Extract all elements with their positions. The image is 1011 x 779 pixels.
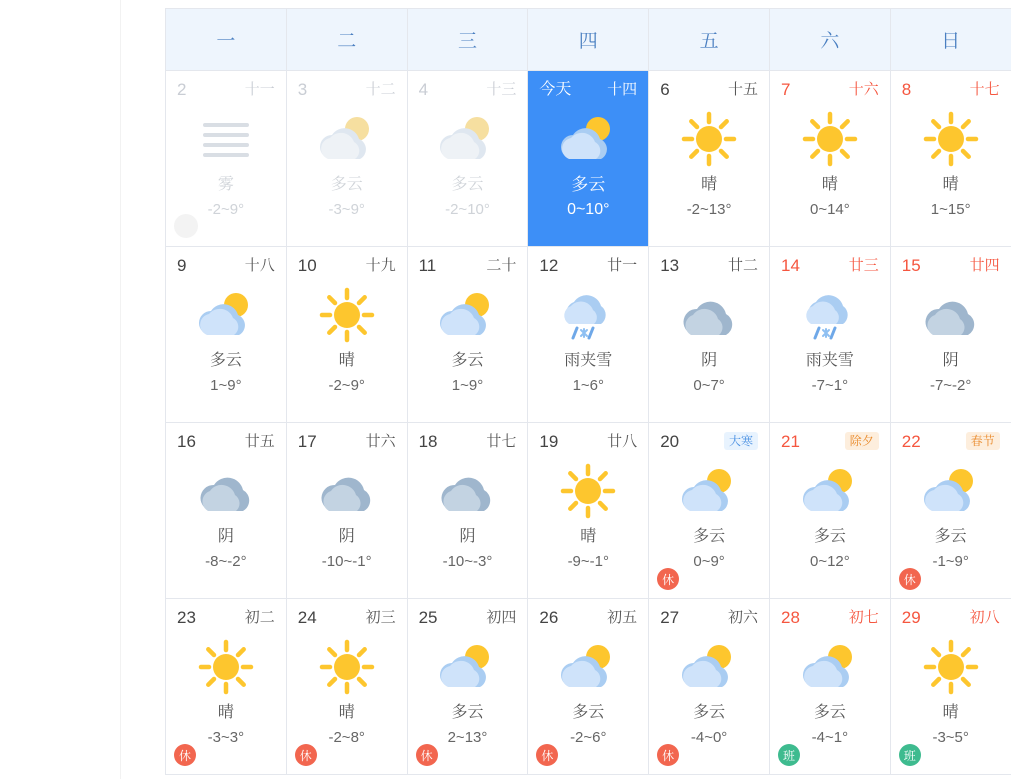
day-header (770, 256, 890, 278)
weather-description: 晴 (580, 528, 597, 545)
weekday-header-row (166, 9, 1011, 71)
day-lunar-label: 初六 (727, 609, 758, 626)
day-header (528, 80, 648, 102)
day-lunar-label: 廿五 (244, 433, 275, 450)
weather-description: 多云 (572, 704, 605, 721)
restday-badge: 休 (295, 744, 317, 766)
temperature-range: -7~1° (811, 377, 849, 394)
partly-cloudy-icon (528, 636, 648, 698)
temperature-range: -4~0° (690, 729, 728, 746)
day-festival-tag: 除夕 (845, 432, 879, 450)
day-header (166, 432, 286, 454)
calendar-day-cell[interactable] (891, 599, 1011, 775)
day-header (408, 256, 528, 278)
temperature-range: 0~10° (567, 201, 610, 218)
day-number: 18 (418, 432, 438, 451)
weather-description: 晴 (338, 352, 355, 369)
sunny-icon (891, 636, 1011, 698)
overcast-icon (166, 460, 286, 522)
weather-description: 晴 (338, 704, 355, 721)
partly-cloudy-icon (528, 108, 648, 170)
day-header (891, 80, 1011, 102)
day-number: 7 (780, 80, 791, 99)
calendar-day-cell[interactable] (770, 247, 891, 423)
weather-description: 雨夹雪 (564, 352, 613, 369)
day-number: 28 (780, 608, 800, 627)
partly-cloudy-icon (287, 108, 407, 170)
calendar-day-cell[interactable] (649, 599, 770, 775)
workday-badge: 班 (778, 744, 800, 766)
calendar-day-cell[interactable] (770, 71, 891, 247)
calendar-day-cell[interactable] (287, 247, 408, 423)
weather-description: 多云 (934, 528, 967, 545)
weather-description: 多云 (330, 176, 363, 193)
day-header (287, 432, 407, 454)
restday-badge: 休 (657, 744, 679, 766)
weather-description: 多云 (571, 175, 606, 194)
temperature-range: 0~7° (693, 377, 725, 394)
day-festival-tag: 春节 (966, 432, 1000, 450)
temperature-range: -2~10° (445, 201, 490, 218)
day-number: 3 (297, 80, 308, 99)
weather-description: 多云 (451, 704, 484, 721)
restday-badge: 休 (174, 744, 196, 766)
weekday-header-7: 日 (891, 9, 1011, 71)
day-number: 29 (901, 608, 921, 627)
temperature-range: -3~3° (207, 729, 245, 746)
weather-description: 雾 (217, 176, 234, 193)
day-number: 10 (297, 256, 317, 275)
temperature-range: 1~6° (572, 377, 605, 394)
calendar-day-cell[interactable] (891, 71, 1011, 247)
calendar-day-cell[interactable] (287, 423, 408, 599)
temperature-range: -10~-3° (442, 553, 493, 570)
sunny-icon (287, 284, 407, 346)
temperature-range: -10~-1° (321, 553, 372, 570)
sunny-icon (770, 108, 890, 170)
weekday-header-3: 三 (408, 9, 529, 71)
day-header (891, 432, 1011, 454)
day-lunar-label: 十八 (244, 257, 275, 274)
overcast-icon (891, 284, 1011, 346)
day-header (528, 256, 648, 278)
temperature-range: -2~6° (570, 729, 607, 746)
weather-description: 多云 (813, 704, 846, 721)
day-number: 24 (297, 608, 317, 627)
calendar-day-cell[interactable] (770, 599, 891, 775)
temperature-range: 1~9° (210, 377, 242, 394)
partly-cloudy-icon (408, 284, 528, 346)
day-lunar-label: 廿八 (607, 433, 638, 450)
partly-cloudy-icon (408, 108, 528, 170)
day-festival-tag: 大寒 (724, 432, 758, 450)
weather-description: 多云 (451, 352, 484, 369)
temperature-range: -8~-2° (205, 553, 247, 570)
partly-cloudy-icon (770, 460, 890, 522)
day-header (408, 608, 528, 630)
weather-description: 阴 (338, 528, 355, 545)
day-header (528, 608, 648, 630)
day-number: 6 (660, 80, 670, 99)
calendar-day-cell[interactable] (287, 599, 408, 775)
day-header (287, 608, 407, 630)
weather-description: 晴 (942, 704, 959, 721)
day-header (287, 80, 407, 102)
day-header (528, 432, 648, 454)
fog-icon (166, 108, 286, 170)
temperature-range: 0~9° (693, 553, 725, 570)
day-number: 4 (418, 80, 429, 99)
day-lunar-label: 十五 (727, 81, 758, 98)
weather-description: 多云 (451, 176, 484, 193)
day-header (166, 80, 286, 102)
weather-description: 晴 (942, 176, 959, 193)
calendar-day-cell[interactable] (287, 71, 408, 247)
calendar-day-cell[interactable] (528, 423, 649, 599)
page-left-divider (120, 0, 121, 779)
temperature-range: 1~9° (451, 377, 484, 394)
calendar-day-cell[interactable] (166, 71, 287, 247)
sleet-icon (528, 284, 648, 346)
day-number: 2 (177, 80, 187, 99)
calendar-day-cell[interactable] (408, 247, 529, 423)
day-number: 今天 (539, 81, 572, 98)
weekday-header-1: 一 (166, 9, 287, 71)
day-header (408, 80, 528, 102)
day-lunar-label: 初四 (486, 609, 517, 626)
day-lunar-label: 初三 (365, 609, 396, 626)
day-lunar-label: 十六 (848, 81, 879, 98)
day-header (166, 608, 286, 630)
day-header (408, 432, 528, 454)
day-number: 27 (660, 608, 680, 627)
calendar-day-cell[interactable] (166, 423, 287, 599)
calendar-day-cell[interactable] (408, 423, 529, 599)
day-header (770, 608, 890, 630)
day-header (770, 80, 890, 102)
day-number: 13 (660, 256, 680, 275)
day-header (166, 256, 286, 278)
restday-badge: 休 (416, 744, 438, 766)
day-header (649, 80, 769, 102)
temperature-range: -2~8° (328, 729, 365, 746)
weather-description: 晴 (821, 176, 838, 193)
day-lunar-label: 初五 (607, 609, 638, 626)
temperature-range: -2~9° (328, 377, 365, 394)
weather-description: 阴 (942, 352, 959, 369)
temperature-range: -4~1° (811, 729, 849, 746)
day-header (649, 432, 769, 454)
temperature-range: -1~9° (932, 553, 969, 570)
weather-description: 阴 (217, 528, 234, 545)
day-header (891, 608, 1011, 630)
sunny-icon (649, 108, 769, 170)
restday-badge: 休 (899, 568, 921, 590)
day-number: 20 (660, 432, 680, 451)
day-number: 16 (177, 432, 196, 451)
partly-cloudy-icon (408, 636, 528, 698)
sunny-icon (287, 636, 407, 698)
partly-cloudy-icon (649, 636, 769, 698)
temperature-range: 0~14° (809, 201, 850, 218)
calendar-day-cell[interactable] (649, 71, 770, 247)
sleet-icon (770, 284, 890, 346)
temperature-range: 1~15° (930, 201, 971, 218)
temperature-range: 2~13° (447, 729, 488, 746)
overcast-icon (408, 460, 528, 522)
overcast-icon (287, 460, 407, 522)
weather-description: 晴 (701, 176, 718, 193)
partly-cloudy-icon (649, 460, 769, 522)
day-header (770, 432, 890, 454)
day-lunar-label: 十四 (607, 81, 638, 98)
day-lunar-label: 廿一 (607, 257, 638, 274)
day-number: 25 (418, 608, 438, 627)
day-number: 9 (177, 256, 187, 275)
weekday-header-6: 六 (770, 9, 891, 71)
calendar-day-cell[interactable] (770, 423, 891, 599)
temperature-range: -7~-2° (929, 377, 972, 394)
weather-description: 阴 (459, 528, 476, 545)
day-lunar-label: 十一 (244, 81, 275, 98)
weekday-header-4: 四 (528, 9, 649, 71)
day-lunar-label: 十九 (365, 257, 396, 274)
day-lunar-label: 廿二 (727, 257, 758, 274)
temperature-range: -3~5° (932, 729, 969, 746)
day-number: 26 (539, 608, 559, 627)
temperature-range: -2~13° (686, 201, 732, 218)
workday-badge: 班 (899, 744, 921, 766)
weather-description: 多云 (693, 528, 726, 545)
day-number: 17 (297, 432, 317, 451)
weather-description: 多云 (209, 352, 242, 369)
day-lunar-label: 初二 (244, 609, 275, 626)
day-number: 11 (418, 256, 437, 275)
day-number: 15 (901, 256, 921, 275)
day-header (649, 256, 769, 278)
partly-cloudy-icon (770, 636, 890, 698)
day-number: 21 (780, 432, 800, 451)
calendar-day-cell[interactable] (528, 599, 649, 775)
calendar-grid (166, 71, 1011, 775)
day-lunar-label: 廿四 (969, 257, 1000, 274)
weather-description: 阴 (701, 352, 718, 369)
partly-cloudy-icon (891, 460, 1011, 522)
day-header (891, 256, 1011, 278)
day-number: 19 (539, 432, 559, 451)
calendar-day-cell[interactable] (528, 247, 649, 423)
sunny-icon (166, 636, 286, 698)
temperature-range: 0~12° (809, 553, 850, 570)
weekday-header-5: 五 (649, 9, 770, 71)
calendar-day-cell[interactable] (408, 71, 529, 247)
day-number: 12 (539, 256, 559, 275)
weekday-header-2: 二 (287, 9, 408, 71)
calendar-day-cell[interactable] (166, 599, 287, 775)
day-lunar-label: 十二 (365, 81, 396, 98)
restday-badge: 休 (536, 744, 558, 766)
overcast-icon (649, 284, 769, 346)
day-number: 23 (177, 608, 196, 627)
sunny-icon (891, 108, 1011, 170)
calendar-day-cell[interactable] (649, 247, 770, 423)
faded-badge-icon (174, 214, 198, 238)
day-lunar-label: 十三 (486, 81, 517, 98)
calendar-day-cell[interactable] (649, 423, 770, 599)
weather-description: 多云 (813, 528, 846, 545)
day-lunar-label: 廿三 (848, 257, 879, 274)
calendar-day-cell[interactable] (891, 247, 1011, 423)
temperature-range: -2~9° (207, 201, 245, 218)
day-lunar-label: 廿七 (486, 433, 517, 450)
day-number: 14 (780, 256, 800, 275)
day-number: 22 (901, 432, 921, 451)
restday-badge: 休 (657, 568, 679, 590)
calendar-day-cell[interactable] (166, 247, 287, 423)
weather-description: 晴 (217, 704, 234, 721)
day-header (287, 256, 407, 278)
calendar-day-today[interactable] (528, 71, 649, 247)
day-number: 8 (901, 80, 912, 99)
day-header (649, 608, 769, 630)
temperature-range: -9~-1° (567, 553, 609, 570)
partly-cloudy-icon (166, 284, 286, 346)
day-lunar-label: 廿六 (365, 433, 396, 450)
sunny-icon (528, 460, 648, 522)
calendar-day-cell[interactable] (408, 599, 529, 775)
temperature-range: -3~9° (328, 201, 365, 218)
calendar-panel (165, 8, 1011, 775)
day-lunar-label: 十七 (969, 81, 1000, 98)
day-lunar-label: 二十 (486, 257, 517, 274)
weather-description: 雨夹雪 (805, 352, 854, 369)
calendar-day-cell[interactable] (891, 423, 1011, 599)
day-lunar-label: 初七 (848, 609, 879, 626)
weather-description: 多云 (693, 704, 726, 721)
day-lunar-label: 初八 (969, 609, 1000, 626)
